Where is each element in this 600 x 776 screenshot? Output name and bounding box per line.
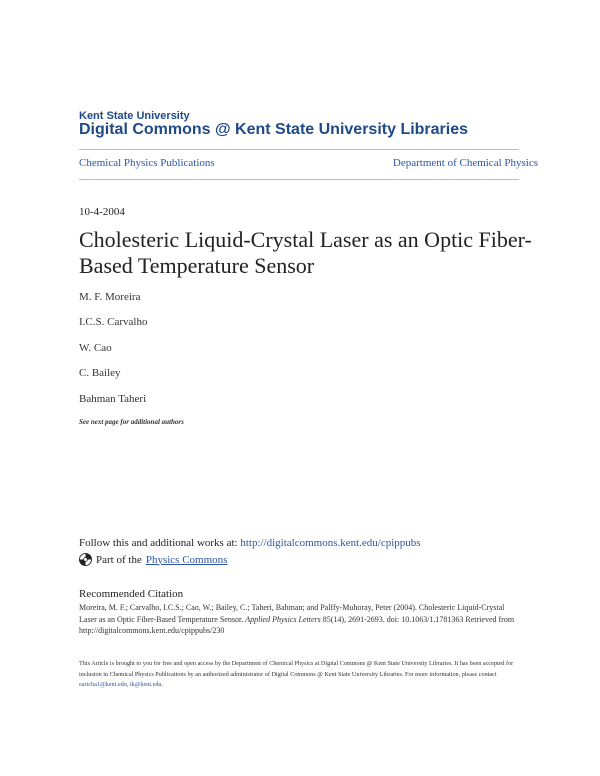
- citation-details: 85(14), 2691-2693. doi: 10.1063/1.1781363 Retrieved from http://digitalcommons.kent.edu/cpippubs/230: [79, 614, 515, 635]
- contact-email-link[interactable]: earicha1@kent.edu, tk@kent.edu: [79, 681, 162, 688]
- header-divider-top: [79, 149, 519, 150]
- physics-commons-link[interactable]: Physics Commons: [145, 553, 228, 566]
- library-name[interactable]: Digital Commons @ Kent State University Libraries: [79, 121, 469, 138]
- follow-line: [79, 537, 421, 549]
- author-1: M. F. Moreira: [79, 291, 141, 303]
- author-5: Bahman Taheri: [79, 393, 147, 405]
- follow-url-link[interactable]: http://digitalcommons.kent.edu/cpippubs: [240, 537, 421, 549]
- department-link[interactable]: Department of Chemical Physics: [392, 157, 538, 169]
- citation-journal: Applied Physics Letters: [245, 614, 321, 624]
- author-3: W. Cao: [79, 342, 112, 354]
- article-title: Cholesteric Liquid-Crystal Laser as an Optic Fiber-Based Temperature Sensor: [79, 227, 532, 278]
- part-of-line: [79, 553, 227, 566]
- recommended-citation-heading: Recommended Citation: [79, 588, 184, 600]
- additional-authors-note: See next page for additional authors: [79, 418, 184, 426]
- header-divider-bottom: [79, 179, 519, 180]
- follow-prefix: Follow this and additional works at:: [79, 537, 238, 549]
- author-2: I.C.S. Carvalho: [79, 316, 148, 328]
- part-prefix: Part of the: [96, 553, 142, 566]
- access-notice: [79, 659, 524, 691]
- citation-authors-title: Moreira, M. F.; Carvalho, I.C.S.; Cao, W.; Bailey, C.; Taheri, Bahman; and Palffy-Muhoray, Peter (2004). Cholesteric Liquid-Crystal Laser as an Optic Fiber-Based Temperature Sensor.: [79, 603, 505, 624]
- notice-end: .: [161, 681, 164, 688]
- bepress-network-icon: [79, 553, 92, 566]
- collection-link[interactable]: Chemical Physics Publications: [79, 157, 215, 169]
- university-name: Kent State University: [79, 110, 190, 122]
- notice-text: This Article is brought to you for free and open access by the Department of Chemical Physics at Digital Commons @ Kent State University Libraries. It has been accepted for inclusion in Chemical Physics Publications by an authorized administrator of Digital Commons @ Kent State University Libraries. For more information, please contact: [79, 660, 514, 678]
- author-4: C. Bailey: [79, 367, 121, 379]
- publication-date: 10-4-2004: [79, 206, 125, 218]
- citation-text: [79, 602, 519, 637]
